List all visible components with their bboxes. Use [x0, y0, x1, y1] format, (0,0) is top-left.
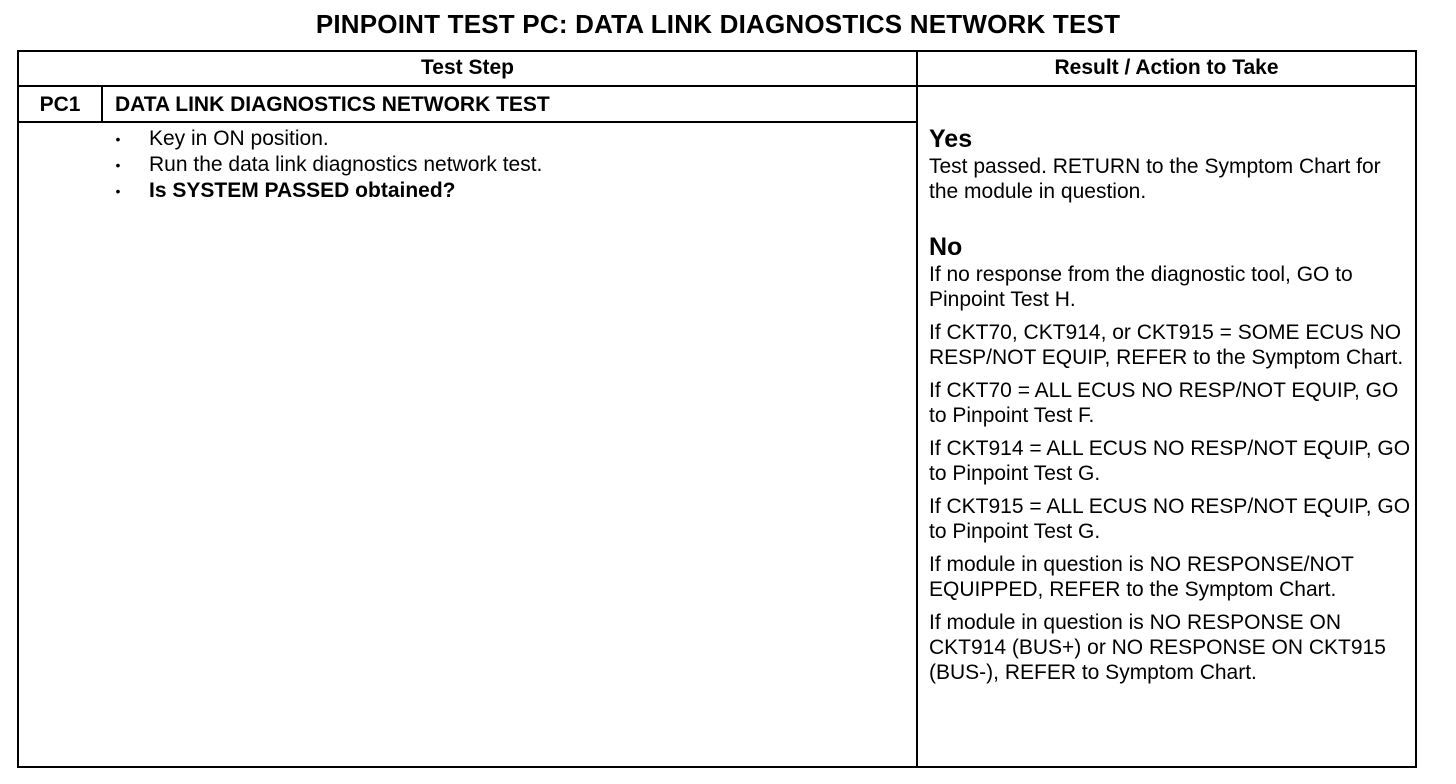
column-divider: [916, 50, 918, 768]
page-title: PINPOINT TEST PC: DATA LINK DIAGNOSTICS NETWORK TEST: [315, 9, 1121, 39]
step-title: DATA LINK DIAGNOSTICS NETWORK TEST: [115, 93, 550, 116]
no-action-item: If CKT70 = ALL ECUS NO RESP/NOT EQUIP, GO to Pinpoint Test F.: [929, 379, 1399, 427]
list-item: [110, 152, 542, 178]
no-label: No: [929, 233, 963, 261]
header-result-action: Result / Action to Take: [1054, 56, 1279, 79]
no-action-item: If CKT70, CKT914, or CKT915 = SOME ECUS NO RESP/NOT EQUIP, REFER to the Symptom Chart.: [929, 321, 1404, 369]
no-action-item: If no response from the diagnostic tool, GO to Pinpoint Test H.: [929, 263, 1353, 311]
list-item: [110, 178, 542, 204]
yes-label: Yes: [929, 125, 973, 153]
instruction-text: Run the data link diagnostics network test.: [149, 153, 543, 176]
question-text: Is SYSTEM PASSED obtained?: [149, 179, 456, 202]
header-test-step: Test Step: [421, 56, 514, 79]
step-id: PC1: [39, 93, 81, 116]
no-action-item: If CKT914 = ALL ECUS NO RESP/NOT EQUIP, GO to Pinpoint Test G.: [929, 437, 1411, 485]
header-divider: [17, 85, 1417, 87]
step-id-divider: [101, 86, 103, 122]
list-item: [110, 126, 542, 152]
bullet-icon: •: [115, 157, 121, 173]
no-action-item: If CKT915 = ALL ECUS NO RESP/NOT EQUIP, GO to Pinpoint Test G.: [929, 495, 1411, 543]
bullet-icon: •: [115, 131, 121, 147]
instruction-text: Key in ON position.: [149, 127, 329, 150]
result-column: [929, 124, 1415, 693]
no-action-item: If module in question is NO RESPONSE ON CKT914 (BUS+) or NO RESPONSE ON CKT915 (BUS-), REFER to Symptom Chart.: [929, 611, 1386, 684]
step-instructions: [110, 126, 542, 204]
bullet-icon: •: [115, 183, 121, 199]
yes-action-text: Test passed. RETURN to the Symptom Chart for the module in question.: [929, 155, 1381, 203]
no-action-item: If module in question is NO RESPONSE/NOT EQUIPPED, REFER to the Symptom Chart.: [929, 553, 1354, 601]
